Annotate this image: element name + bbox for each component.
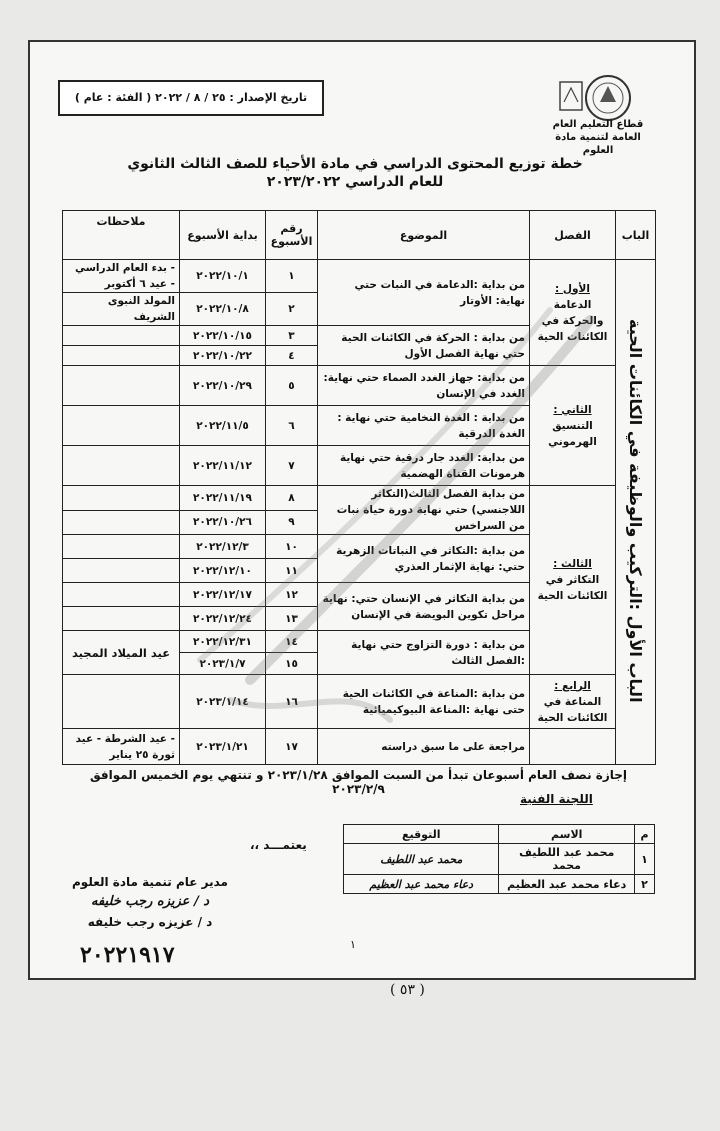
chapter-3-cell <box>530 486 616 675</box>
week-date: ٢٠٢٣/١/٢١ <box>180 729 266 765</box>
title-line-1: خطة توزيع المحتوى الدراسي في مادة الأحياء للصف الثالث الثانوي <box>127 156 583 172</box>
topic-9: من بداية : دورة التزاوج حتي نهاية :الفصل الثالث <box>318 631 530 675</box>
director-title: مدير عام تنمية مادة العلوم <box>72 875 228 889</box>
week-number: ٨ <box>266 486 318 511</box>
committee-signature: محمد عبد اللطيف <box>344 844 499 875</box>
committee-name: محمد عبد اللطيف محمد <box>499 844 635 875</box>
week-number: ١ <box>266 260 318 293</box>
chapter-3-label: الثالث : <box>553 558 592 570</box>
table-row <box>63 260 656 293</box>
week-date: ٢٠٢٢/١٠/١ <box>180 260 266 293</box>
week-date: ٢٠٢٢/١٠/٨ <box>180 293 266 326</box>
issue-date-box: تاريخ الإصدار : ٢٥ / ٨ / ٢٠٢٢ ( الفئة : عام ) <box>58 80 324 116</box>
committee-m: ١ <box>635 844 655 875</box>
header-topic: الموضوع <box>318 211 530 260</box>
topic-1: من بداية :الدعامة في النبات حتي نهاية: الأوتار <box>318 260 530 326</box>
week-number: ١٧ <box>266 729 318 765</box>
committee-signature: دعاء محمد عبد العظيم <box>344 875 499 894</box>
week-date: ٢٠٢٢/١٠/٢٩ <box>180 366 266 406</box>
header-week-number: رقم الأسبوع <box>266 211 318 260</box>
week-number: ٤ <box>266 346 318 366</box>
week-number: ٦ <box>266 406 318 446</box>
week-number: ١٤ <box>266 631 318 653</box>
committee-header-m: م <box>635 825 655 844</box>
note-2: المولد النبوى الشريف <box>63 293 180 326</box>
week-number: ٢ <box>266 293 318 326</box>
week-number: ٥ <box>266 366 318 406</box>
approval-label: يعتمـــد ،، <box>250 838 307 852</box>
bab-title: الباب الأول :التركيب والوظيفة في الكائنات الحية <box>626 318 645 703</box>
week-date: ٢٠٢٣/١/٧ <box>180 653 266 675</box>
week-number: ١٣ <box>266 607 318 631</box>
page-mark: ١ <box>350 938 356 951</box>
note-empty <box>63 346 180 366</box>
header-fasl: الفصل <box>530 211 616 260</box>
week-number: ١٢ <box>266 583 318 607</box>
title-line-2: للعام الدراسي ٢٠٢٣/٢٠٢٢ <box>266 174 444 190</box>
handwritten-phone: ٢٠٢٢١٩١٧ <box>80 942 175 968</box>
week-number: ١٠ <box>266 535 318 559</box>
week-date: ٢٠٢٣/١/١٤ <box>180 675 266 729</box>
table-row <box>63 366 656 406</box>
note-empty <box>63 406 180 446</box>
week-date: ٢٠٢٢/١٢/٢٤ <box>180 607 266 631</box>
week-date: ٢٠٢٢/١٠/٢٢ <box>180 346 266 366</box>
topic-2: من بداية : الحركة في الكائنات الحية حتي نهاية الفصل الأول <box>318 326 530 366</box>
committee-m: ٢ <box>635 875 655 894</box>
note-1: - بدء العام الدراسي - عيد ٦ أكتوبر <box>63 260 180 293</box>
note-empty <box>63 675 180 729</box>
table-row <box>63 486 656 511</box>
topic-5: من بداية: الغدد جار درقية حتي نهاية هرمونات القناة الهضمية <box>318 446 530 486</box>
week-date: ٢٠٢٢/١١/١٩ <box>180 486 266 511</box>
director-signature: د / عزيزه رجب خليفه <box>90 894 210 909</box>
bab-cell <box>616 260 656 765</box>
chapter-2-title: التنسيق الهرموني <box>548 419 597 448</box>
week-date: ٢٠٢٢/١٠/٢٦ <box>180 510 266 535</box>
note-4: - عيد الشرطة - عيد ثورة ٢٥ يناير <box>63 729 180 765</box>
director-block <box>60 872 240 932</box>
week-number: ١١ <box>266 559 318 583</box>
week-date: ٢٠٢٢/١٢/١٧ <box>180 583 266 607</box>
note-empty <box>63 486 180 511</box>
chapter-4-title: المناعة في الكائنات الحية <box>537 695 608 724</box>
header-week-start: بداية الأسبوع <box>180 211 266 260</box>
chapter-1-label: الأول : <box>555 282 590 295</box>
chapter-4-cell <box>530 675 616 729</box>
committee-header-signature: التوقيع <box>344 825 499 844</box>
week-date: ٢٠٢٢/١٢/٣١ <box>180 631 266 653</box>
note-empty <box>63 583 180 607</box>
topic-10: من بداية :المناعة في الكائنات الحية حتى نهاية :المناعة البيوكيميائية <box>318 675 530 729</box>
logo-line-2: العامة لتنمية مادة العلوم <box>555 132 641 156</box>
note-empty <box>63 559 180 583</box>
week-number: ٩ <box>266 510 318 535</box>
week-date: ٢٠٢٢/١٢/٣ <box>180 535 266 559</box>
chapter-1-title: الدعامة والحركة في الكائنات الحية <box>537 298 608 343</box>
document-title <box>120 155 590 191</box>
topic-6: من بداية الفصل الثالث(التكاثر اللاجنسي) حتي نهاية دورة حياة نبات من السراخس <box>318 486 530 535</box>
committee-table <box>343 824 655 894</box>
topic-3: من بداية: جهاز الغدد الصماء حتي نهاية: الغدد في الإنسان <box>318 366 530 406</box>
topic-4: من بداية : الغدة النخامية حتي نهاية : الغدة الدرقية <box>318 406 530 446</box>
chapter-4-label: الرابع : <box>554 679 591 692</box>
table-row <box>63 675 656 729</box>
topic-11: مراجعة على ما سبق دراسته <box>318 729 530 765</box>
note-empty <box>63 326 180 346</box>
header-notes: ملاحظات <box>63 211 180 260</box>
director-name: د / عزيزه رجب خليفه <box>87 915 213 929</box>
chapter-2-cell <box>530 366 616 486</box>
chapter-empty <box>530 729 616 765</box>
committee-row <box>344 844 655 875</box>
committee-header-name: الاسم <box>499 825 635 844</box>
week-date: ٢٠٢٢/١١/١٢ <box>180 446 266 486</box>
topic-7: من بداية :التكاثر في النباتات الزهرية حتي: نهاية الإثمار العذري <box>318 535 530 583</box>
note-empty <box>63 607 180 631</box>
header-bab: الباب <box>616 211 656 260</box>
table-header-row <box>63 211 656 260</box>
note-empty <box>63 446 180 486</box>
week-date: ٢٠٢٢/١١/٥ <box>180 406 266 446</box>
note-empty <box>63 366 180 406</box>
committee-header-row <box>344 825 655 844</box>
committee-title: اللجنة الفنية <box>520 792 593 806</box>
week-number: ١٦ <box>266 675 318 729</box>
logo-caption <box>548 118 648 157</box>
week-date: ٢٠٢٢/١٢/١٠ <box>180 559 266 583</box>
chapter-3-title: التكاثر في الكائنات الحية <box>537 574 608 602</box>
week-date: ٢٠٢٢/١٠/١٥ <box>180 326 266 346</box>
note-empty <box>63 510 180 535</box>
topic-8: من بداية التكاثر في الإنسان حتي: نهاية مراحل تكوين البويضة في الإنسان <box>318 583 530 631</box>
committee-name: دعاء محمد عبد العظيم <box>499 875 635 894</box>
schedule-table <box>62 210 656 765</box>
chapter-2-label: الثاني : <box>553 403 592 416</box>
week-number: ٣ <box>266 326 318 346</box>
page-number: ( ٥٣ ) <box>390 982 425 998</box>
committee-row <box>344 875 655 894</box>
chapter-1-cell <box>530 260 616 366</box>
note-3: عيد الميلاد المجيد <box>63 631 180 675</box>
note-empty <box>63 535 180 559</box>
table-row <box>63 729 656 765</box>
week-number: ٧ <box>266 446 318 486</box>
week-number: ١٥ <box>266 653 318 675</box>
vacation-note: إجازة نصف العام أسبوعان تبدأ من السبت الموافق ٢٠٢٣/١/٢٨ و تنتهي يوم الخميس الموافق ٢٠٢٣/٢/٩ <box>89 768 628 796</box>
logo-line-1: قطاع التعليم العام <box>552 119 644 130</box>
